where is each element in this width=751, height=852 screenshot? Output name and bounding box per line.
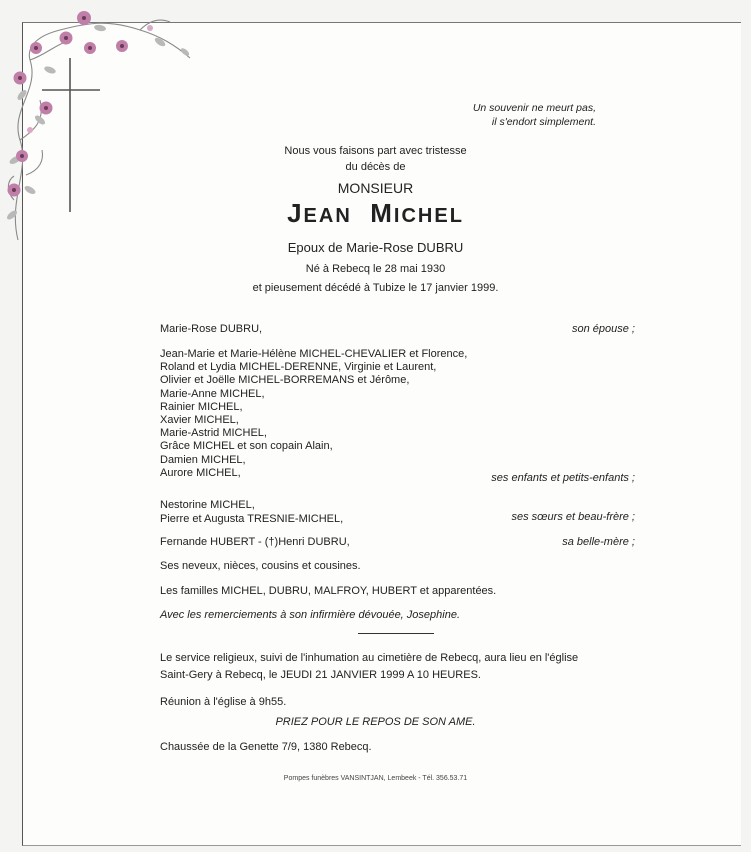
spouse-relation: son épouse ; xyxy=(572,323,635,335)
nephews: Ses neveux, nièces, cousins et cousines. xyxy=(160,560,361,572)
list-item: Rainier MICHEL, xyxy=(160,400,243,413)
last-initial: M xyxy=(370,198,394,228)
epigraph xyxy=(400,101,596,129)
list-item: Marie-Astrid MICHEL, xyxy=(160,427,267,440)
prayer: PRIEZ POUR LE REPOS DE SON AME. xyxy=(275,716,476,728)
siblings-list xyxy=(160,498,343,526)
spouse-line: Epoux de Marie-Rose DUBRU xyxy=(287,240,464,255)
first-initial: J xyxy=(287,198,304,228)
list-item: Roland et Lydia MICHEL-DERENNE, Virginie et Laurent, xyxy=(160,361,437,374)
service-line: Saint-Gery à Rebecq, le JEUDI 21 JANVIER 1999 A 10 HEURES. xyxy=(160,669,481,681)
meeting: Réunion à l'église à 9h55. xyxy=(160,696,287,708)
list-item: Grâce MICHEL et son copain Alain, xyxy=(160,440,333,453)
funeral-home: Pompes funèbres VANSINTJAN, Lembeek - Tél. 356.53.71 xyxy=(283,775,468,782)
list-item: Marie-Anne MICHEL, xyxy=(160,387,265,400)
list-item: Jean-Marie et Marie-Hélène MICHEL-CHEVALIER et Florence, xyxy=(160,348,468,360)
first-rest: EAN xyxy=(303,205,352,227)
service-line: Le service religieux, suivi de l'inhumation au cimetière de Rebecq, aura lieu en l'église xyxy=(160,652,579,664)
birth-line: Né à Rebecq le 28 mai 1930 xyxy=(305,263,446,275)
deceased-name xyxy=(0,198,751,229)
inlaw: Fernande HUBERT - (†)Henri DUBRU, xyxy=(160,536,350,548)
inlaw-relation: sa belle-mère ; xyxy=(562,536,635,548)
children-relation: ses enfants et petits-enfants ; xyxy=(491,472,635,484)
list-item: Pierre et Augusta TRESNIE-MICHEL, xyxy=(160,513,344,525)
siblings-relation: ses sœurs et beau-frère ; xyxy=(511,511,635,523)
announcement-line: Nous vous faisons part avec tristesse xyxy=(284,145,467,157)
spouse-name: Marie-Rose DUBRU, xyxy=(160,323,263,335)
list-item: Olivier et Joëlle MICHEL-BORREMANS et Jérôme, xyxy=(160,374,410,387)
announcement-line: du décès de xyxy=(345,161,406,173)
list-item: Nestorine MICHEL, xyxy=(160,499,255,511)
children-list xyxy=(160,348,467,480)
service-info xyxy=(160,650,578,684)
death-line: et pieusement décédé à Tubize le 17 janvier 1999. xyxy=(252,282,499,294)
list-item: Xavier MICHEL, xyxy=(160,413,239,426)
title: MONSIEUR xyxy=(337,180,414,196)
thanks: Avec les remerciements à son infirmière dévouée, Josephine. xyxy=(160,609,461,621)
epigraph-line: il s'endort simplement. xyxy=(491,116,596,128)
list-item: Damien MICHEL, xyxy=(160,453,246,466)
address: Chaussée de la Genette 7/9, 1380 Rebecq. xyxy=(160,741,372,753)
list-item: Aurore MICHEL, xyxy=(160,466,241,479)
last-rest: ICHEL xyxy=(393,205,464,227)
families: Les familles MICHEL, DUBRU, MALFROY, HUBERT et apparentées. xyxy=(160,585,497,597)
epigraph-line: Un souvenir ne meurt pas, xyxy=(472,102,596,114)
announcement xyxy=(0,143,751,175)
divider xyxy=(358,633,434,634)
